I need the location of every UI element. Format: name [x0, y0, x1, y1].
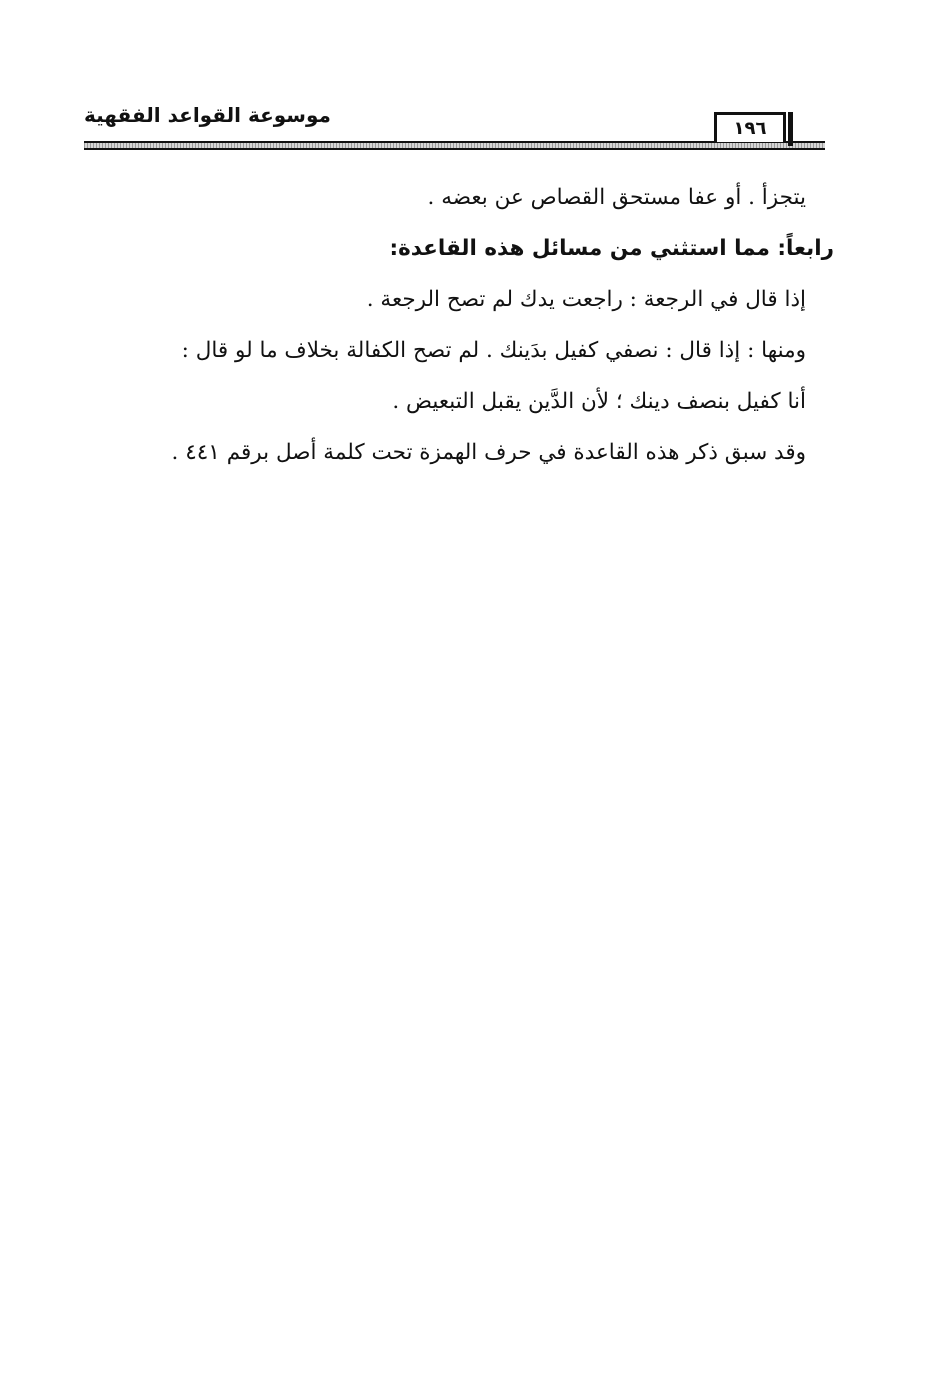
paragraph-line: وقد سبق ذكر هذه القاعدة في حرف الهمزة تحت كلمة أصل برقم ٤٤١ .	[171, 440, 806, 465]
page-number: ١٩٦	[714, 112, 786, 142]
header-rule	[84, 141, 825, 150]
page-body	[70, 172, 834, 478]
paragraph-line: يتجزأ . أو عفا مستحق القصاص عن بعضه .	[427, 185, 806, 210]
paragraph-line: أنا كفيل بنصف دينك ؛ لأن الدَّين يقبل التبعيض .	[392, 389, 806, 414]
section-heading: رابعاً: مما استثني من مسائل هذه القاعدة:	[389, 236, 834, 261]
paragraph-line: ومنها : إذا قال : نصفي كفيل بدَينك . لم تصح الكفالة بخلاف ما لو قال :	[181, 338, 806, 363]
paragraph-line: إذا قال في الرجعة : راجعت يدك لم تصح الرجعة .	[366, 287, 806, 312]
book-title: موسوعة القواعد الفقهية	[84, 103, 331, 127]
page-header	[84, 100, 825, 156]
